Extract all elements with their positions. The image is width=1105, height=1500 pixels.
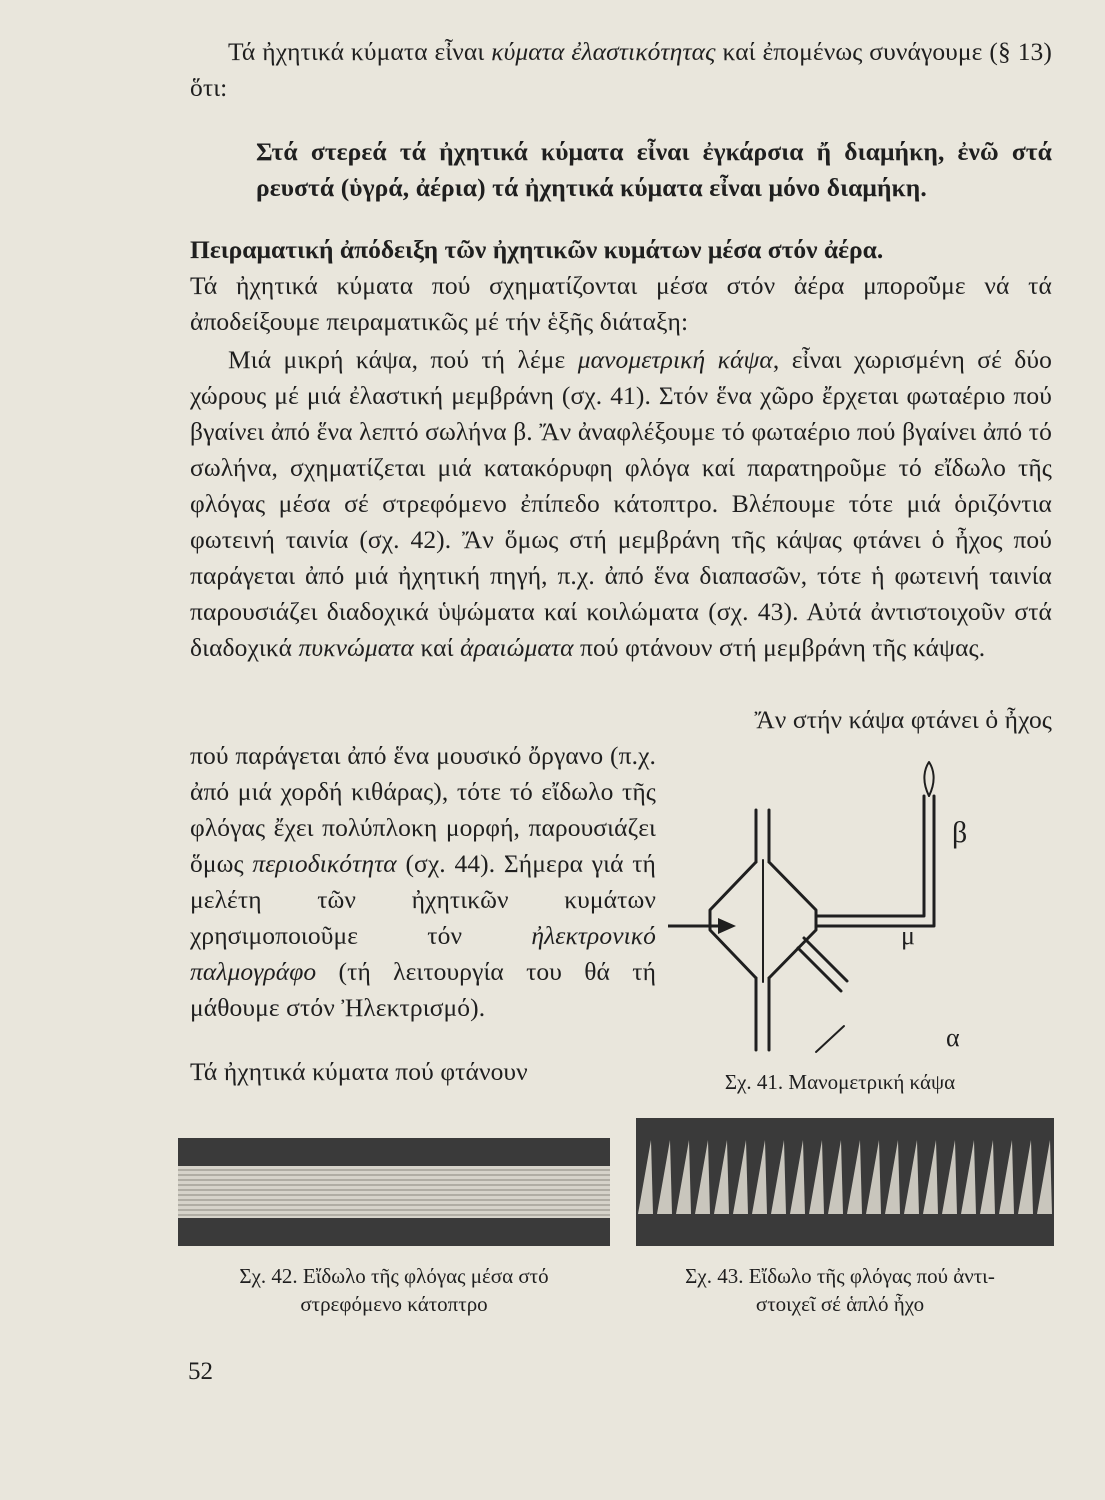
p3-emphasis-oscilloscope: ἠλεκτρονικό παλμογράφο [190,921,656,986]
intro-emphasis: κύματα ἐλαστικότητας [491,37,716,66]
intro-text-end: καί ἐπομένως συνάγουμε (§ 13) ὅτι: [190,37,1052,102]
figure-42-caption [178,1262,610,1318]
paragraph-4: Τά ἠχητικά κύματα πού φτάνουν [190,1057,528,1086]
p2-text-a: Μιά μικρή κάψα, πού τή λέμε [228,345,578,374]
rule-statement: Στά στερεά τά ἠχητικά κύματα εἶναι ἐγκάρσια ἤ διαμήκη, ἐνῶ στά ρευστά (ὑγρά, ἀέρια) τά ἠχητικά κύματα εἶναι μόνο διαμήκη. [256,137,1052,202]
figure-41-caption: Σχ. 41. Μανομετρική κάψα [724,1070,956,1094]
paragraph-1: Τά ἠχητικά κύματα πού σχηματίζονται μέσα στόν ἀέρα μπορο̃ύμε νά τά ἀποδείξουμε πειραματικῶς μέ τήν ἑξῆς διάταξη: [190,271,1052,336]
intro-paragraph [190,34,1052,106]
p3-text-a: πού παράγεται ἀπό ἕνα μουσικό ὄργανο (π.χ. ἀπό μιά χορδή κιθάρας), τότε τό εἴδωλο τῆς φλόγας ἔχει πολύπλοκη μορφή, παρουσιάζει ὅμως [190,741,656,878]
p2-emphasis-rarefactions: ἀραιώματα [460,633,574,662]
figure-43-caption-line-2: στοιχεῖ σέ ἁπλό ἦχο [755,1292,925,1316]
p2-emphasis-compressions: πυκνώματα [298,633,414,662]
paragraph-3 [190,738,656,1026]
p2-emphasis-manometric: μανομετρική κάψα [577,345,773,374]
p3-emphasis-periodicity: περιοδικότητα [252,849,397,878]
figure-42-caption-line-1: Σχ. 42. Εἴδωλο τῆς φλόγας μέσα στό [239,1264,549,1288]
figure-42-caption-line-2: στρεφόμενο κάτοπτρο [300,1292,488,1316]
figure-42-flat-band [178,1138,610,1246]
fig41-label-alpha: α [946,1023,960,1052]
p2-text-d: πού φτάνουν στή μεμβράνη τῆς κάψας. [573,633,986,662]
figure-43-caption [624,1262,1056,1318]
paragraph-2 [190,342,1052,666]
figure-43-sawtooth-band [636,1118,1054,1246]
p3-text-b: (σχ. 44). Σήμερα γιά τή μελέτη τῶν ἠχητικῶν κυμάτων χρησιμοποιοῦμε τόν [190,849,656,950]
section-heading: Πειραματική ἀπόδειξη τῶν ἠχητικῶν κυμάτων μέσα στόν ἀέρα. [190,235,884,264]
p3-text-c: (τή λειτουργία του θά τή μάθουμε στόν Ἠλεκτρισμό). [190,957,656,1022]
page-number: 52 [188,1358,213,1385]
intro-text: Τά ἠχητικά κύματα εἶναι [228,37,492,66]
fig41-label-beta: β [952,816,968,849]
p2-text-b: , εἶναι χωρισμένη σέ δύο χώρους μέ μιά ἐλαστική μεμβράνη (σχ. 41). Στόν ἕνα χῶρο ἔρχεται φωταέριο πού βγαίνει ἀπό ἕνα λεπτό σωλήνα β. Ἄν ἀναφλέξουμε τό φωταέριο πού βγαίνει ἀπό τό σωλήνα, σχηματίζεται μιά κατακόρυφη φλόγα καί παρατηροῦμε τό εἴδωλο τῆς φλόγας μέσα σέ στρεφόμενο ἐπίπεδο κάτοπτρο. Βλέπουμε τότε μιά ὁριζόντια φωτεινή ταινία (σχ. 42). Ἄν ὅμως στή μεμβράνη τῆς κάψας φτάνει ὁ ἦχος πού παράγεται ἀπό μιά ἠχητική πηγή, π.χ. ἀπό ἕνα διαπασῶν, τότε ἡ φωτεινή ταινία παρουσιάζει διαδοχικά ὑψώματα καί κοιλώματα (σχ. 43). Αὐτά ἀντιστοιχοῦν στά διαδοχικά [190,345,1053,662]
fig41-label-mu: μ [901,921,915,950]
figure-41-manometric-capsule [668,760,1068,1060]
figure-43-caption-line-1: Σχ. 43. Εἴδωλο τῆς φλόγας πού ἀντι- [685,1264,995,1288]
p2-text-c: καί [413,633,461,662]
paragraph-2-tail: Ἄν στήν κάψα φτάνει ὁ ἦχος [754,705,1052,734]
